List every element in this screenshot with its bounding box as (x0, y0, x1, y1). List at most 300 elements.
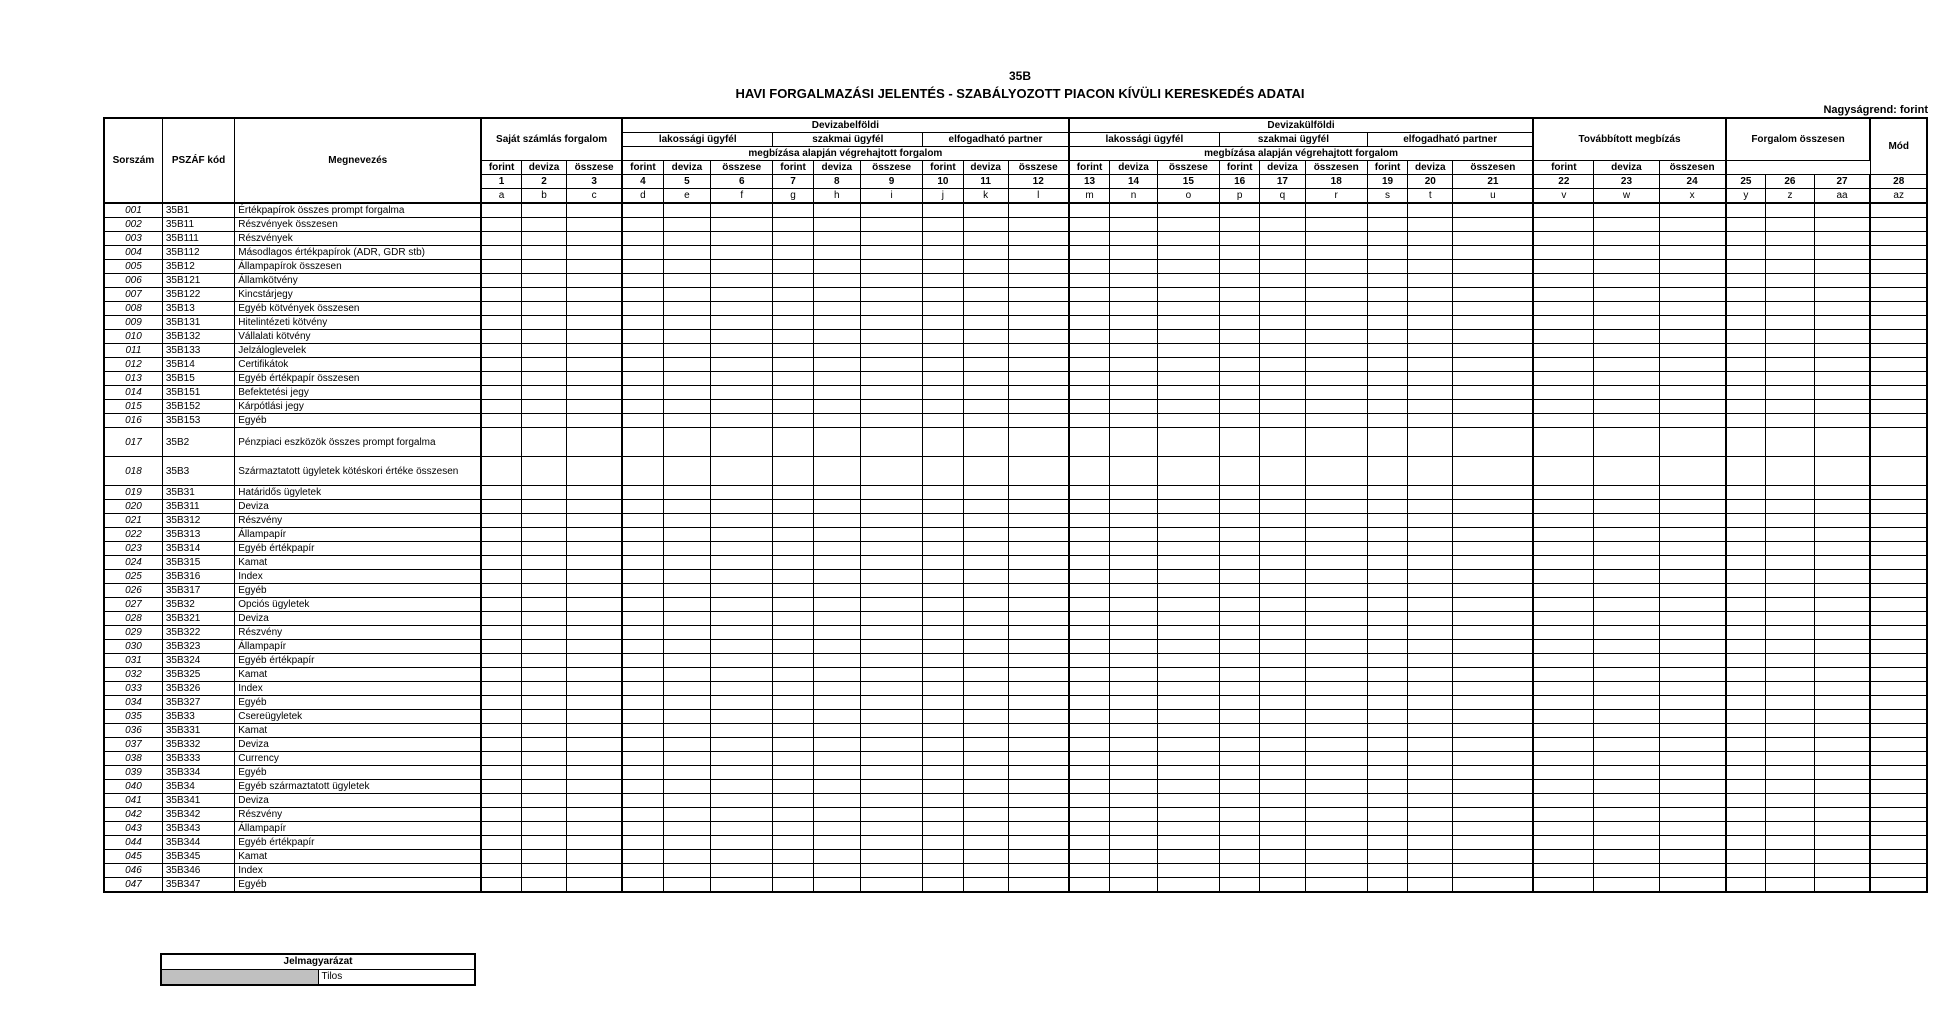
data-cell[interactable] (1453, 486, 1534, 500)
data-cell[interactable] (1157, 836, 1219, 850)
data-cell[interactable] (1870, 668, 1927, 682)
data-cell[interactable] (1726, 696, 1766, 710)
data-cell[interactable] (1870, 850, 1927, 864)
data-cell[interactable] (481, 598, 521, 612)
data-cell[interactable] (622, 302, 663, 316)
data-cell[interactable] (1594, 794, 1659, 808)
data-cell[interactable] (622, 668, 663, 682)
data-cell[interactable] (1008, 274, 1068, 288)
data-cell[interactable] (481, 780, 521, 794)
data-cell[interactable] (773, 414, 813, 428)
data-cell[interactable] (1594, 626, 1659, 640)
data-cell[interactable] (1659, 654, 1725, 668)
data-cell[interactable] (1814, 344, 1870, 358)
data-cell[interactable] (481, 570, 521, 584)
data-cell[interactable] (481, 358, 521, 372)
data-cell[interactable] (923, 850, 963, 864)
data-cell[interactable] (1110, 344, 1157, 358)
data-cell[interactable] (773, 386, 813, 400)
data-cell[interactable] (1766, 330, 1814, 344)
data-cell[interactable] (963, 344, 1008, 358)
data-cell[interactable] (1870, 500, 1927, 514)
data-cell[interactable] (1453, 556, 1534, 570)
data-cell[interactable] (481, 752, 521, 766)
data-cell[interactable] (773, 710, 813, 724)
data-cell[interactable] (1870, 864, 1927, 878)
data-cell[interactable] (1367, 556, 1407, 570)
data-cell[interactable] (622, 386, 663, 400)
data-cell[interactable] (1408, 358, 1453, 372)
data-cell[interactable] (1533, 864, 1593, 878)
data-cell[interactable] (521, 302, 566, 316)
data-cell[interactable] (963, 386, 1008, 400)
data-cell[interactable] (1659, 766, 1725, 780)
data-cell[interactable] (1008, 428, 1068, 457)
data-cell[interactable] (1367, 232, 1407, 246)
data-cell[interactable] (567, 232, 622, 246)
data-cell[interactable] (1157, 428, 1219, 457)
data-cell[interactable] (1766, 794, 1814, 808)
data-cell[interactable] (1659, 358, 1725, 372)
data-cell[interactable] (1260, 598, 1305, 612)
data-cell[interactable] (813, 710, 860, 724)
data-cell[interactable] (1110, 542, 1157, 556)
data-cell[interactable] (1533, 542, 1593, 556)
data-cell[interactable] (860, 246, 922, 260)
data-cell[interactable] (813, 850, 860, 864)
data-cell[interactable] (860, 302, 922, 316)
data-cell[interactable] (1008, 878, 1068, 893)
data-cell[interactable] (711, 246, 773, 260)
data-cell[interactable] (1726, 598, 1766, 612)
data-cell[interactable] (567, 654, 622, 668)
data-cell[interactable] (1453, 654, 1534, 668)
data-cell[interactable] (1069, 752, 1110, 766)
data-cell[interactable] (773, 780, 813, 794)
data-cell[interactable] (963, 302, 1008, 316)
data-cell[interactable] (1305, 428, 1367, 457)
data-cell[interactable] (1533, 486, 1593, 500)
data-cell[interactable] (622, 640, 663, 654)
data-cell[interactable] (773, 682, 813, 696)
data-cell[interactable] (567, 696, 622, 710)
data-cell[interactable] (481, 386, 521, 400)
data-cell[interactable] (1594, 457, 1659, 486)
data-cell[interactable] (1726, 372, 1766, 386)
data-cell[interactable] (1453, 640, 1534, 654)
data-cell[interactable] (773, 598, 813, 612)
data-cell[interactable] (1157, 218, 1219, 232)
data-cell[interactable] (1453, 696, 1534, 710)
data-cell[interactable] (860, 358, 922, 372)
data-cell[interactable] (1305, 682, 1367, 696)
data-cell[interactable] (1110, 836, 1157, 850)
data-cell[interactable] (1408, 316, 1453, 330)
data-cell[interactable] (1305, 598, 1367, 612)
data-cell[interactable] (1594, 640, 1659, 654)
data-cell[interactable] (1110, 246, 1157, 260)
data-cell[interactable] (1157, 386, 1219, 400)
data-cell[interactable] (1305, 386, 1367, 400)
data-cell[interactable] (622, 584, 663, 598)
data-cell[interactable] (1008, 710, 1068, 724)
data-cell[interactable] (923, 428, 963, 457)
data-cell[interactable] (481, 372, 521, 386)
data-cell[interactable] (1726, 738, 1766, 752)
data-cell[interactable] (1814, 766, 1870, 780)
data-cell[interactable] (1110, 752, 1157, 766)
data-cell[interactable] (711, 486, 773, 500)
data-cell[interactable] (963, 640, 1008, 654)
data-cell[interactable] (1594, 780, 1659, 794)
data-cell[interactable] (923, 514, 963, 528)
data-cell[interactable] (622, 654, 663, 668)
data-cell[interactable] (521, 724, 566, 738)
data-cell[interactable] (1110, 710, 1157, 724)
data-cell[interactable] (1367, 766, 1407, 780)
data-cell[interactable] (1069, 598, 1110, 612)
data-cell[interactable] (1533, 780, 1593, 794)
data-cell[interactable] (1069, 288, 1110, 302)
data-cell[interactable] (1305, 878, 1367, 893)
data-cell[interactable] (1305, 640, 1367, 654)
data-cell[interactable] (622, 372, 663, 386)
data-cell[interactable] (1726, 288, 1766, 302)
data-cell[interactable] (860, 457, 922, 486)
data-cell[interactable] (813, 724, 860, 738)
data-cell[interactable] (1594, 288, 1659, 302)
data-cell[interactable] (1814, 386, 1870, 400)
data-cell[interactable] (773, 330, 813, 344)
data-cell[interactable] (1069, 330, 1110, 344)
data-cell[interactable] (711, 457, 773, 486)
data-cell[interactable] (1870, 344, 1927, 358)
data-cell[interactable] (813, 808, 860, 822)
data-cell[interactable] (1069, 710, 1110, 724)
data-cell[interactable] (1453, 528, 1534, 542)
data-cell[interactable] (1659, 428, 1725, 457)
data-cell[interactable] (1408, 584, 1453, 598)
data-cell[interactable] (1157, 330, 1219, 344)
data-cell[interactable] (773, 316, 813, 330)
data-cell[interactable] (567, 780, 622, 794)
data-cell[interactable] (1157, 724, 1219, 738)
data-cell[interactable] (1367, 724, 1407, 738)
data-cell[interactable] (1594, 598, 1659, 612)
data-cell[interactable] (1260, 528, 1305, 542)
data-cell[interactable] (1408, 414, 1453, 428)
data-cell[interactable] (1008, 696, 1068, 710)
data-cell[interactable] (622, 864, 663, 878)
data-cell[interactable] (711, 738, 773, 752)
data-cell[interactable] (1157, 358, 1219, 372)
data-cell[interactable] (711, 414, 773, 428)
data-cell[interactable] (1726, 682, 1766, 696)
data-cell[interactable] (1305, 738, 1367, 752)
data-cell[interactable] (481, 654, 521, 668)
data-cell[interactable] (1220, 612, 1260, 626)
data-cell[interactable] (521, 542, 566, 556)
data-cell[interactable] (1008, 542, 1068, 556)
data-cell[interactable] (1408, 682, 1453, 696)
data-cell[interactable] (1220, 528, 1260, 542)
data-cell[interactable] (1408, 372, 1453, 386)
data-cell[interactable] (622, 414, 663, 428)
data-cell[interactable] (622, 330, 663, 344)
data-cell[interactable] (1594, 316, 1659, 330)
data-cell[interactable] (711, 878, 773, 893)
data-cell[interactable] (1453, 330, 1534, 344)
data-cell[interactable] (1110, 232, 1157, 246)
data-cell[interactable] (923, 766, 963, 780)
data-cell[interactable] (1453, 864, 1534, 878)
data-cell[interactable] (1453, 358, 1534, 372)
data-cell[interactable] (963, 682, 1008, 696)
data-cell[interactable] (1533, 752, 1593, 766)
data-cell[interactable] (1110, 640, 1157, 654)
data-cell[interactable] (1533, 668, 1593, 682)
data-cell[interactable] (1408, 878, 1453, 893)
data-cell[interactable] (923, 358, 963, 372)
data-cell[interactable] (1659, 246, 1725, 260)
data-cell[interactable] (1533, 514, 1593, 528)
data-cell[interactable] (1220, 850, 1260, 864)
data-cell[interactable] (963, 400, 1008, 414)
data-cell[interactable] (923, 710, 963, 724)
data-cell[interactable] (1157, 682, 1219, 696)
data-cell[interactable] (521, 344, 566, 358)
data-cell[interactable] (1533, 598, 1593, 612)
data-cell[interactable] (963, 668, 1008, 682)
data-cell[interactable] (1260, 850, 1305, 864)
data-cell[interactable] (773, 260, 813, 274)
data-cell[interactable] (1726, 780, 1766, 794)
data-cell[interactable] (1766, 232, 1814, 246)
data-cell[interactable] (1220, 542, 1260, 556)
data-cell[interactable] (1453, 288, 1534, 302)
data-cell[interactable] (1220, 486, 1260, 500)
data-cell[interactable] (1870, 428, 1927, 457)
data-cell[interactable] (1069, 724, 1110, 738)
data-cell[interactable] (860, 612, 922, 626)
data-cell[interactable] (1659, 850, 1725, 864)
data-cell[interactable] (1659, 822, 1725, 836)
data-cell[interactable] (1533, 570, 1593, 584)
data-cell[interactable] (1726, 794, 1766, 808)
data-cell[interactable] (773, 640, 813, 654)
data-cell[interactable] (663, 836, 710, 850)
data-cell[interactable] (1008, 612, 1068, 626)
data-cell[interactable] (711, 514, 773, 528)
data-cell[interactable] (1659, 288, 1725, 302)
data-cell[interactable] (1814, 794, 1870, 808)
data-cell[interactable] (1157, 696, 1219, 710)
data-cell[interactable] (1367, 372, 1407, 386)
data-cell[interactable] (711, 696, 773, 710)
data-cell[interactable] (1367, 203, 1407, 218)
data-cell[interactable] (567, 850, 622, 864)
data-cell[interactable] (481, 288, 521, 302)
data-cell[interactable] (622, 288, 663, 302)
data-cell[interactable] (1008, 780, 1068, 794)
data-cell[interactable] (711, 724, 773, 738)
data-cell[interactable] (963, 612, 1008, 626)
data-cell[interactable] (1260, 500, 1305, 514)
data-cell[interactable] (1726, 626, 1766, 640)
data-cell[interactable] (1220, 400, 1260, 414)
data-cell[interactable] (1110, 218, 1157, 232)
data-cell[interactable] (1533, 724, 1593, 738)
data-cell[interactable] (1533, 528, 1593, 542)
data-cell[interactable] (711, 780, 773, 794)
data-cell[interactable] (622, 358, 663, 372)
data-cell[interactable] (813, 780, 860, 794)
data-cell[interactable] (1157, 260, 1219, 274)
data-cell[interactable] (923, 414, 963, 428)
data-cell[interactable] (963, 486, 1008, 500)
data-cell[interactable] (963, 626, 1008, 640)
data-cell[interactable] (663, 400, 710, 414)
data-cell[interactable] (1008, 738, 1068, 752)
data-cell[interactable] (711, 218, 773, 232)
data-cell[interactable] (1659, 218, 1725, 232)
data-cell[interactable] (923, 218, 963, 232)
data-cell[interactable] (1814, 414, 1870, 428)
data-cell[interactable] (1594, 584, 1659, 598)
data-cell[interactable] (1814, 570, 1870, 584)
data-cell[interactable] (923, 344, 963, 358)
data-cell[interactable] (1260, 556, 1305, 570)
data-cell[interactable] (1305, 414, 1367, 428)
data-cell[interactable] (663, 710, 710, 724)
data-cell[interactable] (1069, 316, 1110, 330)
data-cell[interactable] (963, 710, 1008, 724)
data-cell[interactable] (1260, 302, 1305, 316)
data-cell[interactable] (1870, 640, 1927, 654)
data-cell[interactable] (1220, 766, 1260, 780)
data-cell[interactable] (481, 218, 521, 232)
data-cell[interactable] (1726, 400, 1766, 414)
data-cell[interactable] (1367, 274, 1407, 288)
data-cell[interactable] (481, 344, 521, 358)
data-cell[interactable] (1408, 780, 1453, 794)
data-cell[interactable] (1659, 752, 1725, 766)
data-cell[interactable] (963, 598, 1008, 612)
data-cell[interactable] (1069, 570, 1110, 584)
data-cell[interactable] (813, 696, 860, 710)
data-cell[interactable] (1726, 822, 1766, 836)
data-cell[interactable] (663, 738, 710, 752)
data-cell[interactable] (773, 428, 813, 457)
data-cell[interactable] (711, 766, 773, 780)
data-cell[interactable] (1110, 654, 1157, 668)
data-cell[interactable] (567, 500, 622, 514)
data-cell[interactable] (663, 878, 710, 893)
data-cell[interactable] (813, 528, 860, 542)
data-cell[interactable] (481, 514, 521, 528)
data-cell[interactable] (860, 766, 922, 780)
data-cell[interactable] (1766, 738, 1814, 752)
data-cell[interactable] (1766, 724, 1814, 738)
data-cell[interactable] (1870, 386, 1927, 400)
data-cell[interactable] (1726, 316, 1766, 330)
data-cell[interactable] (711, 274, 773, 288)
data-cell[interactable] (1157, 400, 1219, 414)
data-cell[interactable] (1157, 316, 1219, 330)
data-cell[interactable] (1408, 302, 1453, 316)
data-cell[interactable] (813, 302, 860, 316)
data-cell[interactable] (622, 836, 663, 850)
data-cell[interactable] (1260, 864, 1305, 878)
data-cell[interactable] (1305, 274, 1367, 288)
data-cell[interactable] (1260, 808, 1305, 822)
data-cell[interactable] (1533, 822, 1593, 836)
data-cell[interactable] (1260, 386, 1305, 400)
data-cell[interactable] (1453, 232, 1534, 246)
data-cell[interactable] (1305, 668, 1367, 682)
data-cell[interactable] (1533, 316, 1593, 330)
data-cell[interactable] (1157, 486, 1219, 500)
data-cell[interactable] (622, 344, 663, 358)
data-cell[interactable] (711, 316, 773, 330)
data-cell[interactable] (860, 654, 922, 668)
data-cell[interactable] (663, 330, 710, 344)
data-cell[interactable] (711, 386, 773, 400)
data-cell[interactable] (1453, 668, 1534, 682)
data-cell[interactable] (860, 400, 922, 414)
data-cell[interactable] (1814, 288, 1870, 302)
data-cell[interactable] (813, 372, 860, 386)
data-cell[interactable] (521, 570, 566, 584)
data-cell[interactable] (622, 500, 663, 514)
data-cell[interactable] (1110, 414, 1157, 428)
data-cell[interactable] (567, 486, 622, 500)
data-cell[interactable] (1157, 878, 1219, 893)
data-cell[interactable] (1533, 372, 1593, 386)
data-cell[interactable] (663, 598, 710, 612)
data-cell[interactable] (663, 344, 710, 358)
data-cell[interactable] (567, 344, 622, 358)
data-cell[interactable] (1726, 654, 1766, 668)
data-cell[interactable] (663, 808, 710, 822)
data-cell[interactable] (1220, 794, 1260, 808)
data-cell[interactable] (1870, 724, 1927, 738)
data-cell[interactable] (1367, 668, 1407, 682)
data-cell[interactable] (1594, 570, 1659, 584)
data-cell[interactable] (1260, 414, 1305, 428)
data-cell[interactable] (813, 878, 860, 893)
data-cell[interactable] (663, 428, 710, 457)
data-cell[interactable] (773, 836, 813, 850)
data-cell[interactable] (1594, 654, 1659, 668)
data-cell[interactable] (1220, 218, 1260, 232)
data-cell[interactable] (860, 386, 922, 400)
data-cell[interactable] (1367, 822, 1407, 836)
data-cell[interactable] (773, 626, 813, 640)
data-cell[interactable] (1008, 626, 1068, 640)
data-cell[interactable] (1594, 836, 1659, 850)
data-cell[interactable] (860, 584, 922, 598)
data-cell[interactable] (1453, 344, 1534, 358)
data-cell[interactable] (1533, 612, 1593, 626)
data-cell[interactable] (521, 626, 566, 640)
data-cell[interactable] (1069, 486, 1110, 500)
data-cell[interactable] (481, 878, 521, 893)
data-cell[interactable] (663, 584, 710, 598)
data-cell[interactable] (1814, 696, 1870, 710)
data-cell[interactable] (1766, 598, 1814, 612)
data-cell[interactable] (521, 316, 566, 330)
